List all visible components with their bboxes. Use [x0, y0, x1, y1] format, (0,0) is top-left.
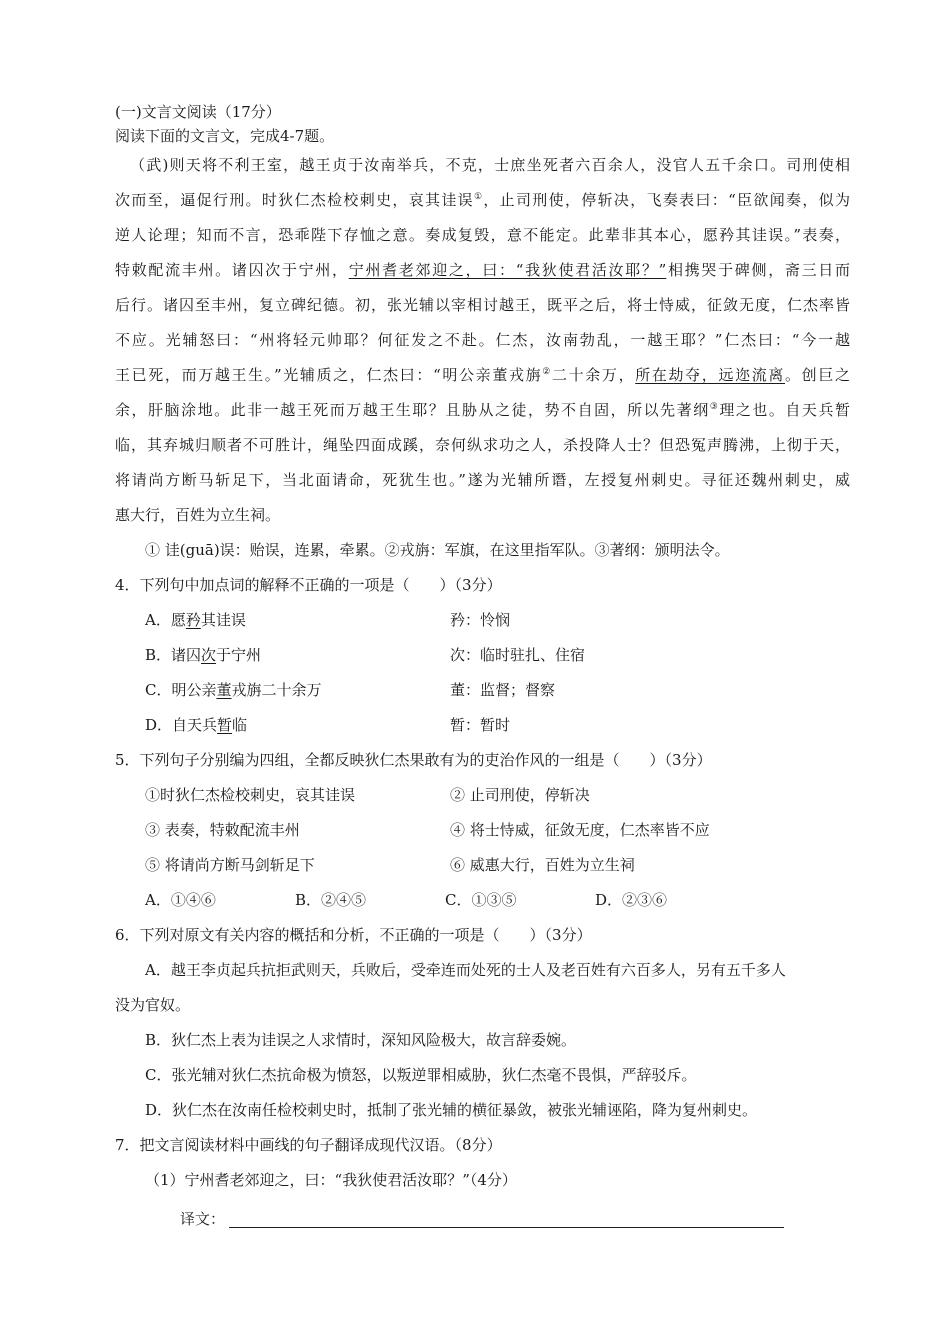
- footnote-marker: ③: [709, 402, 720, 412]
- item-row: [115, 813, 850, 848]
- option-gloss: 矜：怜悯: [450, 611, 511, 629]
- option-text: 于宁州: [216, 646, 262, 664]
- exam-page: [115, 100, 850, 1238]
- translation-row: [115, 1198, 850, 1238]
- question-6: [115, 918, 850, 1128]
- option-text: B．诸囚: [145, 646, 202, 664]
- option-b: [115, 638, 850, 673]
- passage-line: [115, 428, 850, 463]
- option-gloss: 董：监督；督察: [450, 681, 556, 699]
- question-7: [115, 1128, 850, 1238]
- passage-text: 将请尚方断马斩足下，当北面请命，死犹生也。”遂为光辅所谮，左授复州刺史。寻征还魏州刺史，威: [115, 471, 850, 489]
- classical-passage: [115, 148, 850, 568]
- option-text: A．愿: [145, 611, 186, 629]
- item-text: ①时狄仁杰检校刺史，哀其诖误: [145, 786, 356, 804]
- passage-text: 理之也。自天兵暂: [719, 401, 850, 419]
- passage-text: 惠大行，百姓为立生祠。: [115, 506, 281, 524]
- section-title: (一)文言文阅读（17分）: [115, 103, 281, 121]
- passage-line: [115, 288, 850, 323]
- question-5: [115, 743, 850, 918]
- option-text: C．明公亲: [145, 681, 217, 699]
- item-row: [115, 848, 850, 883]
- passage-text: ，止司刑使，停斩决，飞奏表曰：“臣欲闻奏，似为: [483, 191, 850, 209]
- passage-line: [115, 253, 850, 288]
- sub-question-1: （1）宁州耆老郊迎之，曰：“我狄使君活汝耶？”（4分）: [145, 1171, 517, 1189]
- choice-d[interactable]: D．②③⑥: [595, 891, 668, 909]
- passage-text: 。创巨之: [785, 366, 850, 384]
- passage-text: 王已死，而万越王生。”光辅质之，仁杰曰：“明公亲董戎旃: [115, 366, 543, 384]
- answer-blank-line[interactable]: [229, 1209, 784, 1228]
- passage-line: [115, 323, 850, 358]
- passage-text: 次而至，逼促行刑。时狄仁杰检校刺史，哀其诖误: [115, 191, 474, 209]
- passage-text: 相携哭于碑侧，斋三日而: [666, 261, 850, 279]
- passage-line: [115, 183, 850, 218]
- passage-line: [115, 498, 850, 533]
- option-c: [115, 673, 850, 708]
- marked-word: 矜: [185, 611, 201, 629]
- footnotes: ① 诖(guā)误：贻误，连累，牵累。②戎旃：军旗，在这里指军队。③著纲：颁明法令。: [145, 541, 730, 559]
- question-stem: 5．下列句子分别编为四组，全都反映狄仁杰果敢有为的吏治作风的一组是（ ）（3分）: [115, 751, 712, 769]
- underlined-sentence: 所在劫夺，远迩流离: [635, 366, 786, 384]
- passage-text: 二十余万，: [551, 366, 636, 384]
- passage-text: 后行。诸囚至丰州，复立碑纪德。初，张光辅以宰相讨越王，既平之后，将士恃威，征敛无度，仁杰率皆: [115, 296, 850, 314]
- option-text: D．自天兵: [145, 716, 218, 734]
- passage-text: 特敕配流丰州。诸囚次于宁州，: [115, 261, 349, 279]
- passage-line: [115, 218, 850, 253]
- underlined-sentence: 宁州耆老郊迎之，曰：“我狄使君活汝耶？”: [348, 261, 667, 279]
- question-stem: 4．下列句中加点词的解释不正确的一项是（ ）（3分）: [115, 576, 502, 594]
- question-stem: 7．把文言阅读材料中画线的句子翻译成现代汉语。（8分）: [115, 1136, 502, 1154]
- item-text: ② 止司刑使，停斩决: [450, 786, 590, 804]
- passage-line: [115, 393, 850, 428]
- marked-word: 暂: [217, 716, 233, 734]
- passage-text: 临，其弃城归顺者不可胜计，绳坠四面成蹊，奈何纵求功之人，杀投降人士？但恐冤声腾沸，上彻于天，: [115, 436, 850, 454]
- passage-line: [115, 148, 850, 183]
- question-stem: 6．下列对原文有关内容的概括和分析，不正确的一项是（ ）（3分）: [115, 926, 592, 944]
- question-4: [115, 568, 850, 743]
- option-gloss: 暂：暂时: [450, 716, 511, 734]
- item-text: ③ 表奏，特敕配流丰州: [145, 821, 300, 839]
- option-b: B．狄仁杰上表为诖误之人求情时，深知风险极大，故言辞委婉。: [145, 1031, 577, 1049]
- option-text: 戎旃二十余万: [231, 681, 322, 699]
- option-a-continued: 没为官奴。: [115, 996, 191, 1014]
- option-text: 临: [232, 716, 248, 734]
- item-text: ④ 将士恃威，征敛无度，仁杰率皆不应: [450, 821, 710, 839]
- option-a: [115, 603, 850, 638]
- passage-line: [115, 463, 850, 498]
- option-d: D．狄仁杰在汝南任检校刺史时，抵制了张光辅的横征暴敛，被张光辅诬陷，降为复州刺史。: [145, 1101, 758, 1119]
- choice-b[interactable]: B．②④⑤: [295, 891, 367, 909]
- passage-line: [115, 358, 850, 393]
- item-text: ⑥ 威惠大行，百姓为立生祠: [450, 856, 635, 874]
- choice-c[interactable]: C．①③⑤: [445, 891, 517, 909]
- passage-text: （武)则天将不利王室，越王贞于汝南举兵，不克，士庶坐死者六百余人，没官人五千余口。司刑使相: [130, 156, 850, 174]
- option-d: [115, 708, 850, 743]
- marked-word: 次: [201, 646, 217, 664]
- option-a: A．越王李贞起兵抗拒武则天，兵败后，受牵连而处死的士人及老百姓有六百多人，另有五千多人: [145, 961, 786, 979]
- footnote-marker: ①: [473, 192, 484, 202]
- option-c: C．张光辅对狄仁杰抗命极为愤怒，以叛逆罪相威胁，狄仁杰毫不畏惧，严辞驳斥。: [145, 1066, 697, 1084]
- marked-word: 董: [216, 681, 232, 699]
- passage-text: 逆人论理；知而不言，恐乖陛下存恤之意。奏成复毁，意不能定。此辈非其本心，愿矜其诖误。”表奏，: [115, 226, 850, 244]
- section-instruction: 阅读下面的文言文，完成4-7题。: [115, 127, 335, 145]
- passage-text: 余，肝脑涂地。此非一越王死而万越王生耶？且胁从之徒，势不自固，所以先著纲: [115, 401, 710, 419]
- passage-text: 不应。光辅怒曰：“州将轻元帅耶？何征发之不赴。仁杰，汝南勃乱，一越王耶？”仁杰曰：“今一越: [115, 331, 850, 349]
- answer-choices: [115, 883, 850, 918]
- footnote-marker: ②: [542, 367, 552, 377]
- item-text: ⑤ 将请尚方断马剑斩足下: [145, 856, 315, 874]
- option-gloss: 次：临时驻扎、住宿: [450, 646, 586, 664]
- option-text: 其诖误: [200, 611, 246, 629]
- item-row: [115, 778, 850, 813]
- choice-a[interactable]: A．①④⑥: [145, 891, 216, 909]
- answer-label: 译文：: [180, 1209, 226, 1228]
